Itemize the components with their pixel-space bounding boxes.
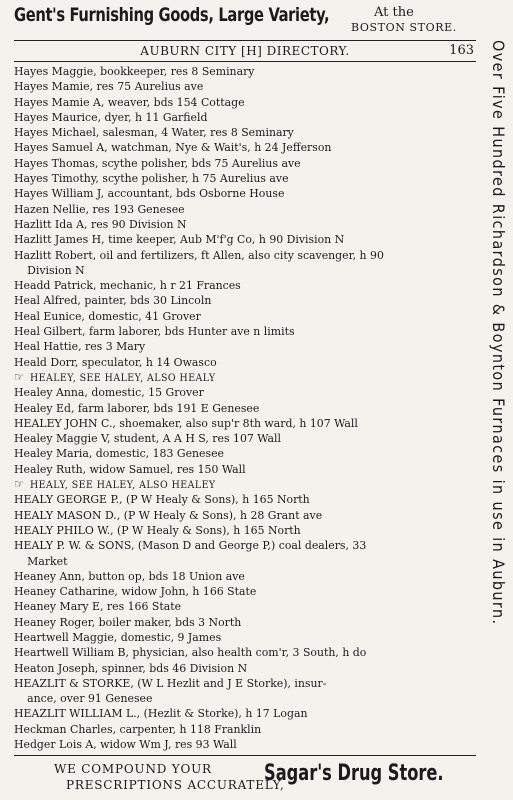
entry-text: ance, over 91 Genesee [27, 691, 153, 706]
directory-entry [14, 110, 448, 125]
entry-text: Hayes Maggie, bookkeeper, res 8 Seminary [14, 64, 255, 78]
directory-entry [14, 554, 448, 569]
header-rule-bottom [14, 61, 476, 62]
directory-entry [14, 95, 448, 110]
directory-entry [14, 446, 448, 461]
bottom-ad-line1: WE COMPOUND YOUR [54, 762, 212, 776]
footer-rule [14, 755, 476, 756]
entry-text: Heaney Catharine, widow John, h 166 State [14, 584, 257, 599]
directory-entry [14, 355, 448, 370]
cross-reference-entry [14, 370, 448, 385]
entry-text: Heal Hattie, res 3 Mary [14, 339, 146, 354]
entry-text: Hayes Maurice, dyer, h 11 Garfield [14, 109, 208, 124]
top-ad-line2: BOSTON STORE. [351, 21, 457, 34]
header-rule-top [14, 40, 476, 41]
directory-entry [14, 217, 448, 232]
entry-text: Heal Eunice, domestic, 41 Grover [14, 308, 201, 323]
directory-entry [14, 293, 448, 308]
directory-entry [14, 248, 448, 263]
entry-text: Heald Dorr, speculator, h 14 Owasco [14, 354, 217, 369]
entry-text: Heal Alfred, painter, bds 30 Lincoln [14, 293, 212, 308]
entry-text: Heaney Ann, button op, bds 18 Union ave [14, 568, 245, 583]
directory-entry [14, 125, 448, 140]
directory-entry [14, 538, 448, 553]
running-head-title: AUBURN CITY [H] DIRECTORY. [140, 44, 350, 58]
running-head [14, 44, 476, 60]
entry-text: HEALY P. W. & SONS, (Mason D and George P,) coal dealers, 33 [14, 538, 367, 553]
directory-entry [14, 385, 448, 400]
side-advertisement [482, 0, 513, 800]
directory-entry [14, 79, 448, 94]
directory-entry [14, 171, 448, 186]
directory-entry [14, 615, 448, 630]
top-advertisement [14, 2, 484, 40]
directory-entry [14, 722, 448, 737]
entry-text: Hazlitt James H, time keeper, Aub M'f'g Co, h 90 Division N [14, 232, 345, 247]
directory-entry [14, 278, 448, 293]
entry-text: HEAZLIT WILLIAM L., (Hezlit & Storke), h 17 Logan [14, 706, 308, 721]
directory-entry [14, 339, 448, 354]
directory-entry [14, 156, 448, 171]
directory-entry [14, 140, 448, 155]
directory-entry [14, 630, 448, 645]
directory-entry [14, 186, 448, 201]
directory-entry [14, 599, 448, 614]
bottom-advertisement [14, 760, 476, 800]
entry-text: Heartwell William B, physician, also health com'r, 3 South, h do [14, 645, 367, 660]
entry-text: HEALY MASON D., (P W Healy & Sons), h 28 Grant ave [14, 507, 323, 522]
pointing-hand-icon: ☞ [14, 477, 25, 492]
entry-text: HEALY GEORGE P., (P W Healy & Sons), h 165 North [14, 492, 310, 507]
directory-entry [14, 401, 448, 416]
directory-entry [14, 462, 448, 477]
entry-text: Heartwell Maggie, domestic, 9 James [14, 629, 222, 644]
directory-entry [14, 737, 448, 752]
entry-text: HEALY, SEE HALEY, ALSO HEALEY [29, 480, 216, 492]
directory-entry [14, 508, 448, 523]
directory-entry [14, 691, 448, 706]
entry-text: Heal Gilbert, farm laborer, bds Hunter ave n limits [14, 324, 295, 339]
entry-text: Hazlitt Ida A, res 90 Division N [14, 216, 187, 231]
entry-text: Hayes Thomas, scythe polisher, bds 75 Aurelius ave [14, 155, 301, 170]
directory-entry [14, 584, 448, 599]
entry-text: Hedger Lois A, widow Wm J, res 93 Wall [14, 737, 237, 752]
directory-entry [14, 64, 448, 79]
entry-text: Healey Maria, domestic, 183 Genesee [14, 446, 224, 461]
entry-text: Healey Maggie V, student, A A H S, res 107 Wall [14, 431, 282, 446]
entry-text: Market [27, 553, 68, 568]
directory-entry [14, 232, 448, 247]
bottom-ad-store-name: Sagar's Drug Store. [264, 761, 444, 786]
side-ad-text: Over Five Hundred Richardson & Boynton Furnaces in use in Auburn. [489, 40, 508, 626]
directory-entries [14, 64, 476, 752]
entry-text: HEAZLIT & STORKE, (W L Hezlit and J E Storke), insur- [14, 675, 327, 690]
entry-text: HEALY PHILO W., (P W Healy & Sons), h 165 North [14, 522, 301, 537]
directory-entry [14, 309, 448, 324]
entry-text: Hazlitt Robert, oil and fertilizers, ft Allen, also city scavenger, h 90 [14, 247, 384, 262]
directory-entry [14, 645, 448, 660]
directory-entry [14, 263, 448, 278]
bottom-ad-line2: PRESCRIPTIONS ACCURATELY, [66, 778, 285, 792]
directory-entry [14, 324, 448, 339]
entry-text: Heaton Joseph, spinner, bds 46 Division N [14, 660, 248, 675]
directory-entry [14, 676, 448, 691]
entry-text: Heaney Mary E, res 166 State [14, 599, 182, 614]
directory-entry [14, 569, 448, 584]
entry-text: Hazen Nellie, res 193 Genesee [14, 201, 185, 216]
top-ad-line1: At the [374, 5, 414, 20]
cross-reference-entry [14, 477, 448, 492]
entry-text: Hayes Mamie A, weaver, bds 154 Cottage [14, 94, 245, 109]
entry-text: Hayes Samuel A, watchman, Nye & Wait's, h 24 Jefferson [14, 140, 332, 155]
entry-text: HEALEY, SEE HALEY, ALSO HEALY [29, 372, 216, 384]
entry-text: Healey Anna, domestic, 15 Grover [14, 385, 204, 400]
entry-text: Healey Ruth, widow Samuel, res 150 Wall [14, 461, 246, 476]
directory-entry [14, 431, 448, 446]
entry-text: Heaney Roger, boiler maker, bds 3 North [14, 614, 242, 629]
directory-entry [14, 706, 448, 721]
entry-text: Hayes Michael, salesman, 4 Water, res 8 Seminary [14, 125, 294, 140]
entry-text: Division N [27, 262, 85, 277]
directory-entry [14, 492, 448, 507]
entry-text: Headd Patrick, mechanic, h r 21 Frances [14, 278, 241, 293]
entry-text: Hayes Timothy, scythe polisher, h 75 Aurelius ave [14, 171, 289, 186]
directory-entry [14, 202, 448, 217]
page-number: 163 [449, 43, 474, 58]
entry-text: Hayes William J, accountant, bds Osborne House [14, 186, 285, 201]
entry-text: HEALEY JOHN C., shoemaker, also sup'r 8th ward, h 107 Wall [14, 415, 358, 430]
directory-entry [14, 416, 448, 431]
entry-text: Healey Ed, farm laborer, bds 191 E Genesee [14, 400, 260, 415]
entry-text: Hayes Mamie, res 75 Aurelius ave [14, 79, 204, 94]
entry-text: Heckman Charles, carpenter, h 118 Franklin [14, 721, 262, 736]
directory-entry [14, 523, 448, 538]
directory-entry [14, 661, 448, 676]
top-ad-headline: Gent's Furnishing Goods, Large Variety, [14, 4, 330, 26]
pointing-hand-icon: ☞ [14, 369, 25, 384]
